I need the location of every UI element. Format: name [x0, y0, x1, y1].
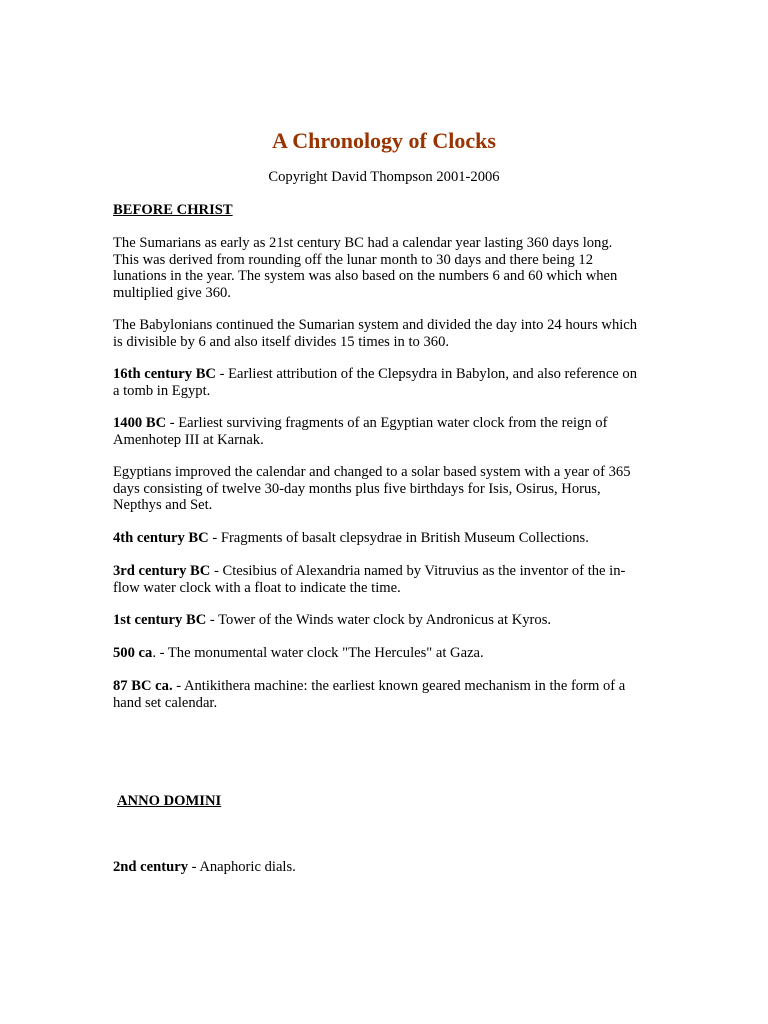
text-line [113, 859, 673, 876]
text-line: days consisting of twelve 30-day months plus five birthdays for Isis, Osirus, Horus, [113, 480, 601, 497]
entry-term: 3rd century BC [113, 563, 211, 579]
text-line [113, 645, 673, 662]
entry-text: - Earliest surviving fragments of an Egyptian water clock from the reign of [166, 415, 608, 431]
entry-2nd-century [113, 859, 673, 876]
text-line: This was derived from rounding off the lunar month to 30 days and there being 12 [113, 251, 594, 268]
section-heading-before-christ: BEFORE CHRIST [113, 202, 233, 218]
text-line [113, 366, 673, 383]
entry-text: - Antikithera machine: the earliest known geared mechanism in the form of a [172, 678, 626, 694]
page-title: A Chronology of Clocks [272, 128, 496, 153]
entry-text: - Tower of the Winds water clock by Andronicus at Kyros. [206, 612, 552, 628]
entry-text: . - The monumental water clock "The Hercules" at Gaza. [152, 645, 484, 661]
entry-text: - Fragments of basalt clepsydrae in British Museum Collections. [208, 530, 589, 546]
entry-500-ca [113, 645, 673, 662]
entry-16th-century-bc [113, 366, 673, 399]
text-line: The Sumarians as early as 21st century BC had a calendar year lasting 360 days long. [113, 235, 613, 251]
text-line: flow water clock with a float to indicate the time. [113, 579, 401, 596]
paragraph-babylonians [113, 317, 673, 350]
entry-text: - Anaphoric dials. [188, 859, 296, 875]
copyright-line: Copyright David Thompson 2001-2006 [268, 169, 500, 185]
entry-term: 16th century BC [113, 366, 216, 382]
paragraph-sumarians [113, 235, 673, 301]
entry-1400-bc [113, 415, 673, 448]
text-line: a tomb in Egypt. [113, 382, 211, 399]
entry-term: 2nd century [113, 859, 188, 875]
entry-text: - Earliest attribution of the Clepsydra in Babylon, and also reference on [215, 366, 638, 382]
text-line: Nepthys and Set. [113, 497, 213, 513]
entry-4th-century-bc [113, 530, 673, 547]
text-line: multiplied give 360. [113, 284, 231, 301]
entry-text: - Ctesibius of Alexandria named by Vitruvius as the inventor of the in- [210, 563, 626, 579]
entry-term: 500 ca [113, 645, 153, 661]
text-line: lunations in the year. The system was also based on the numbers 6 and 60 which when [113, 268, 618, 284]
text-line [113, 563, 673, 580]
text-line [113, 530, 673, 547]
paragraph-egyptians [113, 464, 673, 514]
text-line: The Babylonians continued the Sumarian system and divided the day into 24 hours which [113, 317, 638, 333]
entry-term: 87 BC ca. [113, 678, 173, 694]
entry-term: 1st century BC [113, 612, 207, 628]
text-line [113, 415, 673, 432]
text-line: Amenhotep III at Karnak. [113, 431, 264, 448]
text-line [113, 678, 673, 695]
text-line [113, 612, 673, 629]
entry-term: 4th century BC [113, 530, 209, 546]
entry-3rd-century-bc [113, 563, 673, 596]
text-line: Egyptians improved the calendar and changed to a solar based system with a year of 365 [113, 464, 631, 480]
entry-term: 1400 BC [113, 415, 167, 431]
entry-1st-century-bc [113, 612, 673, 629]
text-line: is divisible by 6 and also itself divides 15 times in to 360. [113, 333, 450, 350]
text-line: hand set calendar. [113, 694, 218, 711]
entry-87-bc-ca [113, 678, 673, 711]
section-heading-anno-domini: ANNO DOMINI [117, 793, 222, 809]
